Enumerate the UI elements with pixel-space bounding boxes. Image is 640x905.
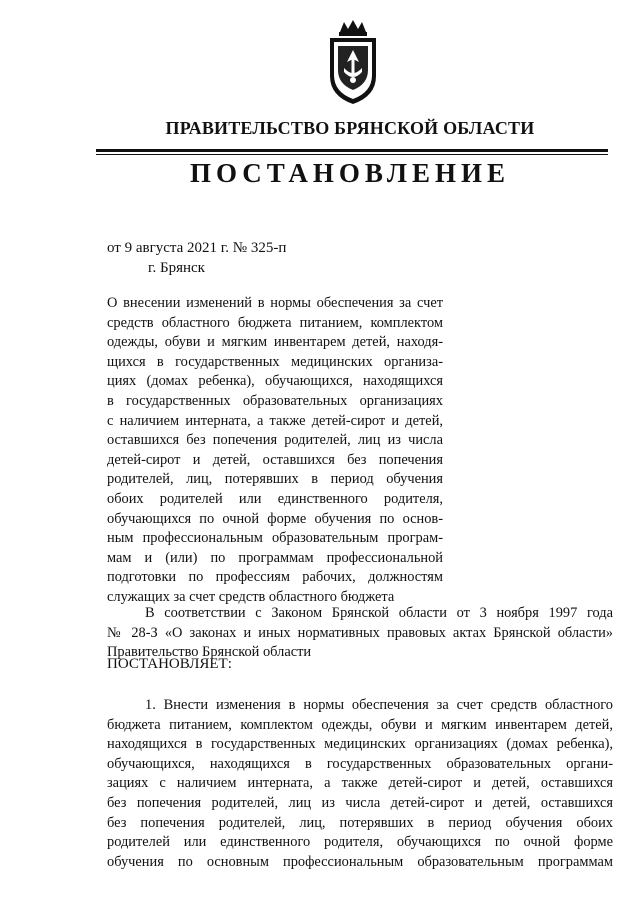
date-and-number: от 9 августа 2021 г. № 325-п <box>107 240 287 256</box>
preamble-line: Правительство Брянской области <box>107 644 312 661</box>
clause-1-paragraph <box>107 696 613 872</box>
clause-line: находящихся в государственных медицинских организациях (домах ребенка), <box>107 736 613 753</box>
organization-title: ПРАВИТЕЛЬСТВО БРЯНСКОЙ ОБЛАСТИ <box>165 118 535 138</box>
subject-line: родителей, лиц, потерявших в период обучения <box>107 471 443 488</box>
clause-line: обучающихся, находящихся в государственных образовательных органи- <box>107 755 613 772</box>
city-name: г. Брянск <box>148 260 205 276</box>
clause-line: 1. Внести изменения в нормы обеспечения за счет средств областного <box>145 697 613 713</box>
header-rule-thick <box>96 149 608 152</box>
document-type-title: ПОСТАНОВЛЕНИЕ <box>189 158 511 188</box>
preamble-line: № 28-З «О законах и иных нормативных правовых актах Брянской области» <box>107 624 613 641</box>
clause-line: зациях с наличием интерната, а также детей-сирот и детей, оставшихся <box>107 775 613 792</box>
subject-line: с наличием интерната, а также детей-сирот и детей, <box>107 412 443 429</box>
clause-line: без попечения родителей, лиц, потерявших в период обучения обоих <box>107 814 613 831</box>
subject-line: щихся в государственных медицинских организа- <box>107 353 443 370</box>
subject-line: мам и (или) по программам профессиональной <box>107 549 443 566</box>
resolves-heading: ПОСТАНОВЛЯЕТ: <box>107 656 232 672</box>
coat-of-arms-icon <box>322 18 384 106</box>
subject-line: средств областного бюджета питанием, комплектом <box>107 314 443 331</box>
subject-line: служащих за счет средств областного бюджета <box>107 588 395 605</box>
clause-line: бюджета питанием, комплектом одежды, обуви и мягким инвентарем детей, <box>107 716 613 733</box>
clause-line: обучения по основным профессиональным образовательным программам <box>107 853 613 870</box>
preamble-line: В соответствии с Законом Брянской области от 3 ноября 1997 года <box>145 605 613 621</box>
subject-line: обучающихся по очной форме обучения по основ- <box>107 510 443 527</box>
header-rule-thin <box>96 154 608 155</box>
subject-line: в государственных образовательных организациях <box>107 392 443 409</box>
subject-line: циях (домах ребенка), обучающихся, находящихся <box>107 373 443 390</box>
subject-line: ным профессиональным образовательным програм- <box>107 530 443 547</box>
subject-line: одежды, обуви и мягким инвентарем детей, находя- <box>107 334 443 351</box>
clause-line: без попечения родителей, лиц из числа детей-сирот и детей, оставшихся <box>107 794 613 811</box>
clause-line: родителей или единственного родителя, обучающихся по очной форме <box>107 834 613 851</box>
subject-line: подготовки по профессиям рабочих, должностям <box>107 569 443 586</box>
subject-line: детей-сирот и детей, оставшихся без попечения <box>107 451 443 468</box>
preamble-paragraph <box>107 604 613 663</box>
document-subject <box>107 294 443 608</box>
subject-line: О внесении изменений в нормы обеспечения за счет <box>107 295 443 311</box>
subject-line: обоих родителей или единственного родителя, <box>107 490 443 507</box>
subject-line: оставшихся без попечения родителей, лиц из числа <box>107 432 443 449</box>
